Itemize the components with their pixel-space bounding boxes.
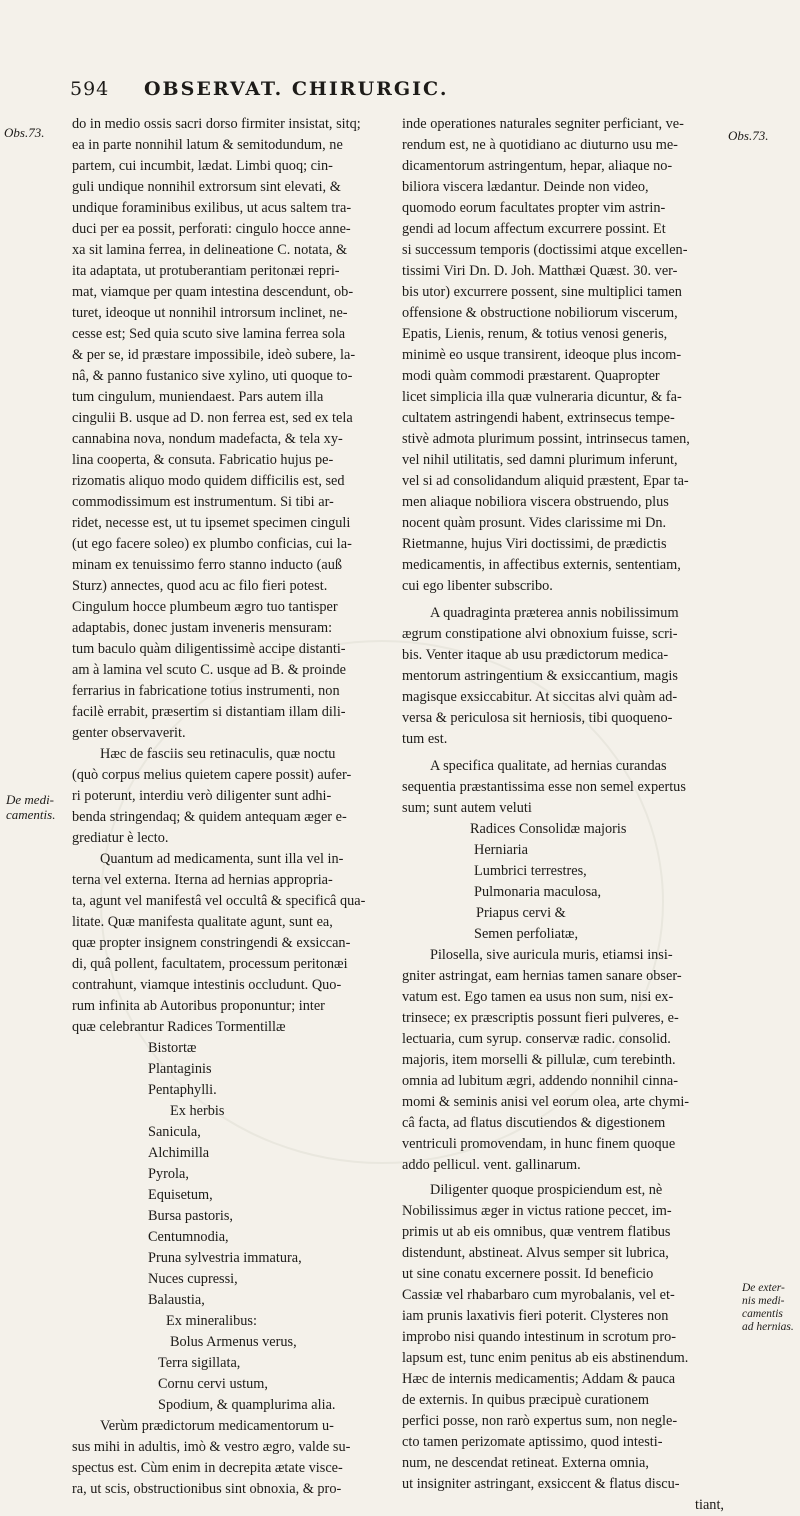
margin-note-de-externis: De exter- nis medi- camentis ad hernias. xyxy=(742,1282,794,1333)
margin-note-obs-left: Obs.73. xyxy=(4,125,45,140)
right-para-1: inde operationes naturales segniter perficiant, ve- rendum est, ne à quotidiano ac diuturno usu me- dicamentorum astringentum, hepar, aliaque no- biliora viscera lædantur. Deinde non video, quomodo eorum facultates propter vim astrin- gendi ad locum affectum excurrere possint. Et si successum temporis (doctissimi atque excellen- tissimi Viri Dn. D. Joh. Matthæi Quæst. 30. ver- bis utor) excurrere possent, sine multiplici tamen offensione & obstructione nobiliorum viscerum, Epatis, Lienis, renum, & totius venosi generis, minimè eo usque transirent, ideoque plus incom- modi quàm commodi præstarent. Quapropter licet simplicia illa quæ vulneraria dicuntur, & fa- cultatem astringendi habent, extrinsecus tempe- stivè admota plurimum possint, intrinsecus tamen, vel nihil utilitatis, sed damni plurimum inferunt, vel si ad consolidandum aliquid præstent, Epar ta- men aliaque nobiliora viscera obstruendo, plus nocent quàm prosunt. Vides clarissime mi Dn. Rietmanne, hujus Viri doctissimi, de prædictis medicamentis, in affectibus externis, sententiam, cui ego libenter subscribo. xyxy=(402,116,690,594)
right-para-2: A quadraginta præterea annis nobilissimum ægrum constipatione alvi obnoxium fuisse, scri- bis. Venter itaque ab usu prædictorum medica- mentorum astringentium & exsiccantium, magis magisque exsiccabitur. At siccitas alvi quàm ad- versa & periculosa sit herniosis, tibi quoqueno- tum est. xyxy=(402,605,679,747)
left-para-4: Verùm prædictorum medicamentorum u- sus mihi in adultis, imò & vestro ægro, valde su- spectus est. Cùm enim in decrepita ætate visce- ra, ut scis, obstructionibus sint obnoxia, & pro- xyxy=(72,1418,351,1497)
page-number: 594 xyxy=(70,78,110,100)
left-para-1: do in medio ossis sacri dorso firmiter insistat, sitq; ea in parte nonnihil latum & semitodundum, ne partem, cui incumbit, lædat. Limbi quoq; cin- guli undique nonnihil extrorsum sint elevati, & undique foraminibus exilibus, ut acus saltem tra- duci per ea possit, perforati: cingulo hocce anne- xa sit lamina ferrea, in delineatione C. notata, & ita adaptata, ut protuberantiam peritonæi repri- mat, viamque per quam intestina descendunt, ob- turet, ideoque ut nonnihil introrsum inclinet, ne- cesse est; Sed quia scuto sive lamina ferrea sola & per se, id præstare impossibile, ideò subere, la- nâ, & panno fustanico sive xylino, uti quoque to- tum cingulum, muniendaest. Pars autem illa cingulii B. usque ad D. non ferrea est, sed ex tela cannabina nova, nondum madefacta, & tela xy- lina cooperta, & consuta. Fabricatio hujus pe- rizomatis aliquo modo quidem difficilis est, sed commodissimum est instrumentum. Si tibi ar- ridet, necesse est, ut tu ipsemet specimen cinguli (ut ego facere soleo) ex plumbo conficias, cui la- minam ex tenuissimo ferro stanno inducto (auß Sturz) annectes, quod acu ac filo fieri potest. Cingulum hocce plumbeum ægro tuo tantisper adaptabis, donec justam inveneris mensuram: tum baculo quàm diligentissimè accipe distanti- am à lamina vel scuto C. usque ad B. & proinde ferrarius in fabricatione totius instrumenti, non facilè errabit, præsertim si distantiam illam dili- genter observaverit. xyxy=(72,116,361,741)
right-para-4: Pilosella, sive auricula muris, etiamsi insi- gniter astringat, eam hernias tamen sanare obser- vatum est. Ego tamen ea usus non sum, nisi ex- trinsece; ex præscriptis possunt fieri pulveres, e- lectuaria, cum syrup. conservæ radic. consolid. majoris, item morselli & pillulæ, cum terebinth. omnia ad lubitum ægri, addendo nonnihil cinna- momi & seminis anisi vel eorum olea, arte chymi- câ facta, ad flatus discutiendos & digestionem ventriculi promovendam, in hunc finem quoque addo pellicul. vent. gallinarum. xyxy=(402,947,690,1173)
right-para-3: A specifica qualitate, ad hernias curandas sequentia præstantissima esse non semel expertus sum; sunt autem veluti xyxy=(402,758,686,816)
margin-note-obs-right: Obs.73. xyxy=(728,128,769,143)
right-para-5: Diligenter quoque prospiciendum est, nè Nobilissimus æger in victus ratione peccet, im- primis ut ab eis omnibus, quæ ventrem flatibus distendunt, abstineat. Alvus semper sit lubrica, ut sine conatu excernere possit. Id beneficio Cassiæ vel rhabarbaro cum myrobalanis, vel et- iam prunis laxativis fieri poterit. Clysteres non improbo nisi quando intestinum in scrotum pro- lapsum est, tunc enim penitus ab eis abstinendum. Hæc de internis medicamentis; Addam & pauca de externis. In quibus præcipuè curationem perfici posse, non rarò expertus sum, non negle- cto tamen perizomate aptissimo, quod intesti- num, ne descendat retineat. Externa omnia, ut insigniter astringant, exsiccent & flatus discu- tiant, xyxy=(402,1182,724,1513)
right-column xyxy=(402,114,724,1516)
running-head: OBSERVAT. CHIRURGIC. xyxy=(144,78,449,100)
margin-note-de-medicamentis: De medi- camentis. xyxy=(6,792,56,822)
left-column xyxy=(72,114,384,1500)
left-para-2: Hæc de fasciis seu retinaculis, quæ noctu (quò corpus melius quietem capere possit) aufer- ri poterunt, interdiu verò diligenter sunt adhi- benda stringendaq; & quidem antequam æger e- grediatur è lecto. xyxy=(72,746,352,846)
left-para-3: Quantum ad medicamenta, sunt illa vel in- terna vel externa. Iterna ad hernias appropria- ta, agunt vel manifestâ vel occultâ & specificâ qua- litate. Quæ manifesta qualitate agunt, sunt ea, quæ propter insignem constringendi & exsiccan- di, quâ pollent, facultatem, processum peritonæi contrahunt, viamque intestinis occludunt. Quo- rum infinita ab Autoribus proponuntur; inter quæ celebrantur Radices Tormentillæ xyxy=(72,851,366,1035)
left-remedy-list: Bistortæ Plantaginis Pentaphylli. Ex herbis Sanicula, Alchimilla Pyrola, Equisetum, Bursa pastoris, Centumnodia, Pruna sylvestria immatura, Nuces cupressi, Balaustia, Ex mineralibus: Bolus Armenus verus, Terra sigillata, Cornu cervi ustum, Spodium, & quamplurima alia. xyxy=(148,1040,336,1413)
right-remedy-list: Radices Consolidæ majoris Herniaria Lumbrici terrestres, Pulmonaria maculosa, Priapus cervi & Semen perfoliatæ, xyxy=(470,821,627,942)
